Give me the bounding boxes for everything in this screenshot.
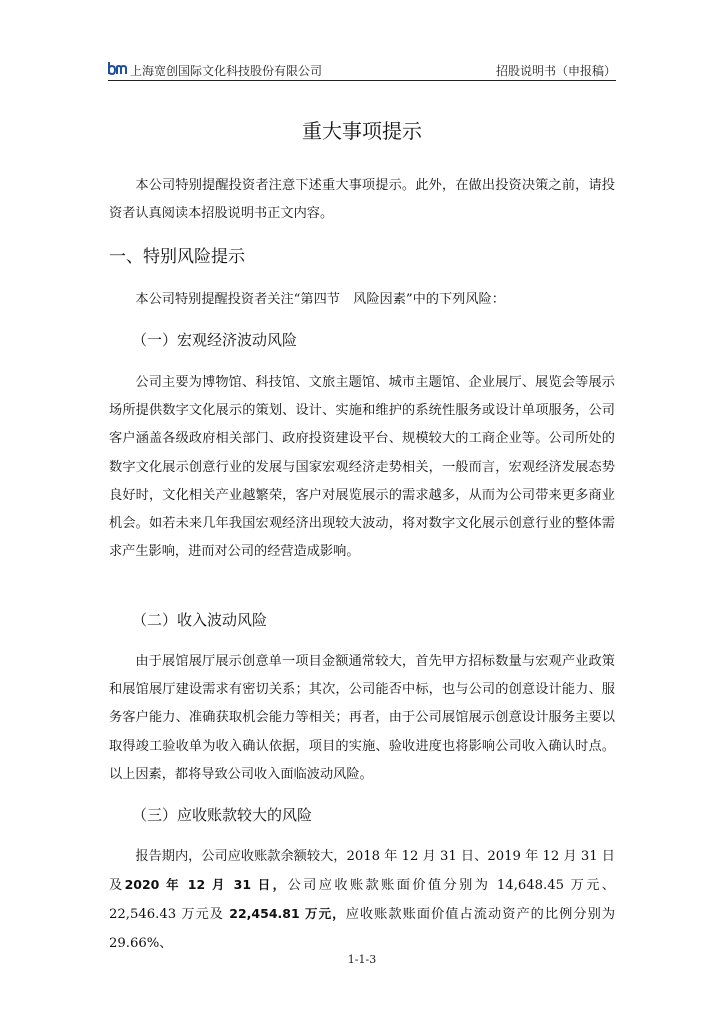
company-logo-icon <box>108 61 130 75</box>
intro-paragraph: 本公司特别提醒投资者注意下述重大事项提示。此外，在做出投资决策之前，请投资者认真阅读本招股说明书正文内容。 <box>109 178 615 222</box>
risk-intro-paragraph: 本公司特别提醒投资者关注“第四节 风险因素”中的下列风险： <box>135 292 505 307</box>
revenue-risk-paragraph: 由于展馆展厅展示创意单一项目金额通常较大，首先甲方招标数量与宏观产业政策和展馆展厅建设需求有密切关系；其次，公司能否中标，也与公司的创意设计能力、服务客户能力、准确获取机会能力等相关；再者，由于公司展馆展示创意设计服务主要以取得竣工验收单为收入确认依据，项目的实施、验收进度也将影响公司收入确认时点。以上因素，都将导致公司收入面临波动风险。 <box>109 654 615 782</box>
company-name: 上海宽创国际文化科技股份有限公司 <box>130 64 323 78</box>
document-type: 招股说明书（申报稿） <box>495 64 616 78</box>
receivables-text-3: 应收账款账面价值占流动资产的比例分别为 29.66%、 <box>109 907 616 951</box>
page-header <box>108 60 616 81</box>
receivables-risk-paragraph <box>109 843 615 958</box>
page-number: 1-1-3 <box>347 953 377 966</box>
receivables-bold-amount: 22,454.81 万元， <box>229 906 346 922</box>
section-heading-special-risks: 一、特别风险提示 <box>109 247 245 267</box>
subheading-macro-risk: （一）宏观经济波动风险 <box>132 331 298 349</box>
receivables-text-1: 报告期内，公司应收账款余额较大，2018 年 12 月 31 日、2019 年 12 月 31 日及 <box>109 849 615 894</box>
subheading-receivables-risk: （三）应收账款较大的风险 <box>132 806 313 824</box>
subheading-revenue-risk: （二）收入波动风险 <box>132 611 268 629</box>
macro-risk-paragraph: 公司主要为博物馆、科技馆、文旅主题馆、城市主题馆、企业展厅、展览会等展示场所提供数字文化展示的策划、设计、实施和维护的系统性服务或设计单项服务，公司客户涵盖各级政府相关部门、政府投资建设平台、规模较大的工商企业等。公司所处的数字文化展示创意行业的发展与国家宏观经济走势相关，一般而言，宏观经济发展态势良好时，文化相关产业越繁荣，客户对展览展示的需求越多，从而为公司带来更多商业机会。如若未来几年我国宏观经济出现较大波动，将对数字文化展示创意行业的整体需求产生影响，进而对公司的经营造成影响。 <box>109 375 615 560</box>
receivables-text-2: 公司应收账款账面价值分别为 14,648.45 万元、22,546.43 万元及 <box>109 878 615 923</box>
receivables-bold-date: 2020 年 12 月 31 日， <box>124 877 288 893</box>
page-title: 重大事项提示 <box>302 119 422 143</box>
